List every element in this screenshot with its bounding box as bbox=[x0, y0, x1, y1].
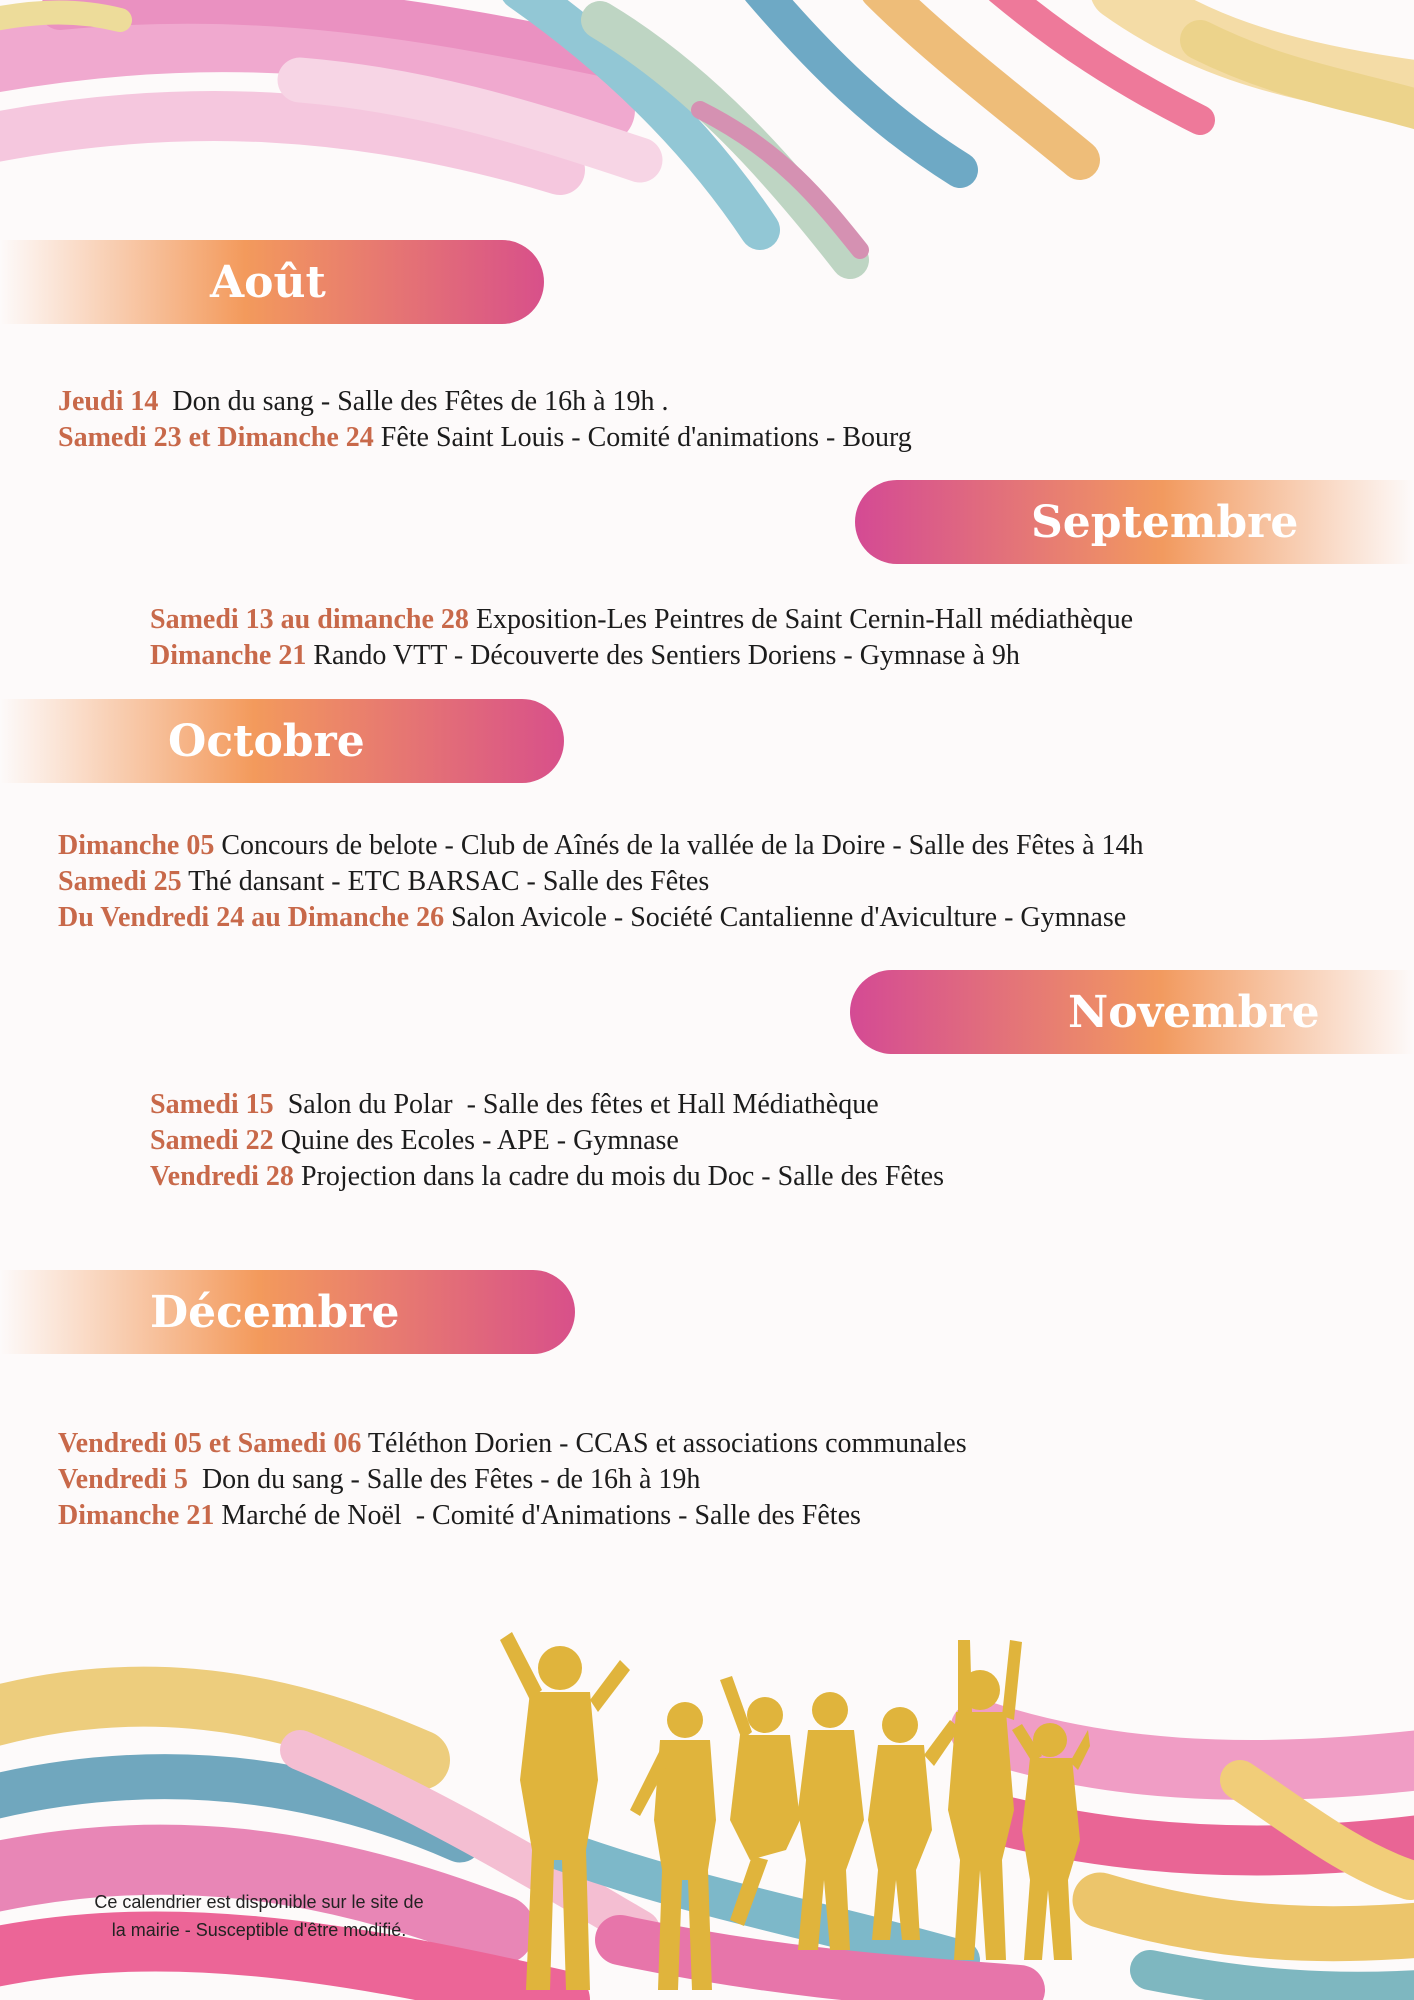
list-item bbox=[58, 828, 1144, 864]
event-list-novembre bbox=[150, 1087, 944, 1195]
event-date: Vendredi 5 bbox=[58, 1464, 188, 1495]
event-date: Vendredi 05 et Samedi 06 bbox=[58, 1428, 362, 1459]
event-text: Salon Avicole - Société Cantalienne d'Aviculture - Gymnase bbox=[444, 902, 1127, 933]
month-banner-septembre bbox=[855, 480, 1414, 564]
month-title: Août bbox=[210, 256, 326, 308]
event-list-septembre bbox=[150, 602, 1133, 674]
month-banner-decembre bbox=[0, 1270, 575, 1354]
event-list-decembre bbox=[58, 1426, 967, 1534]
event-date: Jeudi 14 bbox=[58, 386, 159, 417]
list-item bbox=[150, 638, 1133, 674]
list-item bbox=[150, 602, 1133, 638]
list-item bbox=[58, 900, 1144, 936]
month-banner-aout bbox=[0, 240, 544, 324]
event-text: Marché de Noël - Comité d'Animations - Salle des Fêtes bbox=[214, 1500, 861, 1531]
event-date: Samedi 15 bbox=[150, 1089, 274, 1120]
month-title: Novembre bbox=[1068, 986, 1320, 1038]
event-text: Téléthon Dorien - CCAS et associations communales bbox=[361, 1428, 967, 1459]
event-text: Rando VTT - Découverte des Sentiers Doriens - Gymnase à 9h bbox=[306, 640, 1020, 671]
event-date: Dimanche 21 bbox=[58, 1500, 215, 1531]
footnote-line: la mairie - Susceptible d'être modifié. bbox=[111, 1920, 407, 1940]
footnote bbox=[44, 1888, 474, 1944]
event-date: Du Vendredi 24 au Dimanche 26 bbox=[58, 902, 445, 933]
month-title: Décembre bbox=[150, 1286, 400, 1338]
list-item bbox=[58, 1498, 967, 1534]
list-item bbox=[58, 1462, 967, 1498]
event-list-aout bbox=[58, 384, 912, 456]
list-item bbox=[58, 1426, 967, 1462]
event-date: Samedi 22 bbox=[150, 1125, 274, 1156]
month-banner-octobre bbox=[0, 699, 564, 783]
event-text: Quine des Ecoles - APE - Gymnase bbox=[273, 1125, 679, 1156]
event-date: Samedi 25 bbox=[58, 866, 182, 897]
event-text: Projection dans la cadre du mois du Doc - Salle des Fêtes bbox=[293, 1161, 945, 1192]
event-text: Don du sang - Salle des Fêtes - de 16h à 19h bbox=[187, 1464, 701, 1495]
list-item bbox=[58, 864, 1144, 900]
list-item bbox=[150, 1087, 944, 1123]
event-text: Concours de belote - Club de Aînés de la vallée de la Doire - Salle des Fêtes à 14h bbox=[214, 830, 1144, 861]
event-date: Vendredi 28 bbox=[150, 1161, 294, 1192]
event-text: Fête Saint Louis - Comité d'animations - Bourg bbox=[373, 422, 912, 453]
jumping-people-illustration bbox=[490, 1620, 1090, 2000]
event-text: Salon du Polar - Salle des fêtes et Hall Médiathèque bbox=[273, 1089, 879, 1120]
month-title: Septembre bbox=[1031, 496, 1299, 548]
event-text: Thé dansant - ETC BARSAC - Salle des Fêtes bbox=[181, 866, 710, 897]
event-date: Dimanche 21 bbox=[150, 640, 307, 671]
month-title: Octobre bbox=[168, 715, 365, 767]
event-date: Samedi 23 et Dimanche 24 bbox=[58, 422, 374, 453]
event-text: Don du sang - Salle des Fêtes de 16h à 19h . bbox=[158, 386, 669, 417]
list-item bbox=[58, 420, 912, 456]
list-item bbox=[150, 1159, 944, 1195]
month-banner-novembre bbox=[850, 970, 1414, 1054]
event-date: Dimanche 05 bbox=[58, 830, 215, 861]
list-item bbox=[58, 384, 912, 420]
list-item bbox=[150, 1123, 944, 1159]
event-date: Samedi 13 au dimanche 28 bbox=[150, 604, 469, 635]
event-text: Exposition-Les Peintres de Saint Cernin-Hall médiathèque bbox=[468, 604, 1134, 635]
footnote-line: Ce calendrier est disponible sur le site de bbox=[94, 1892, 424, 1912]
event-list-octobre bbox=[58, 828, 1144, 936]
